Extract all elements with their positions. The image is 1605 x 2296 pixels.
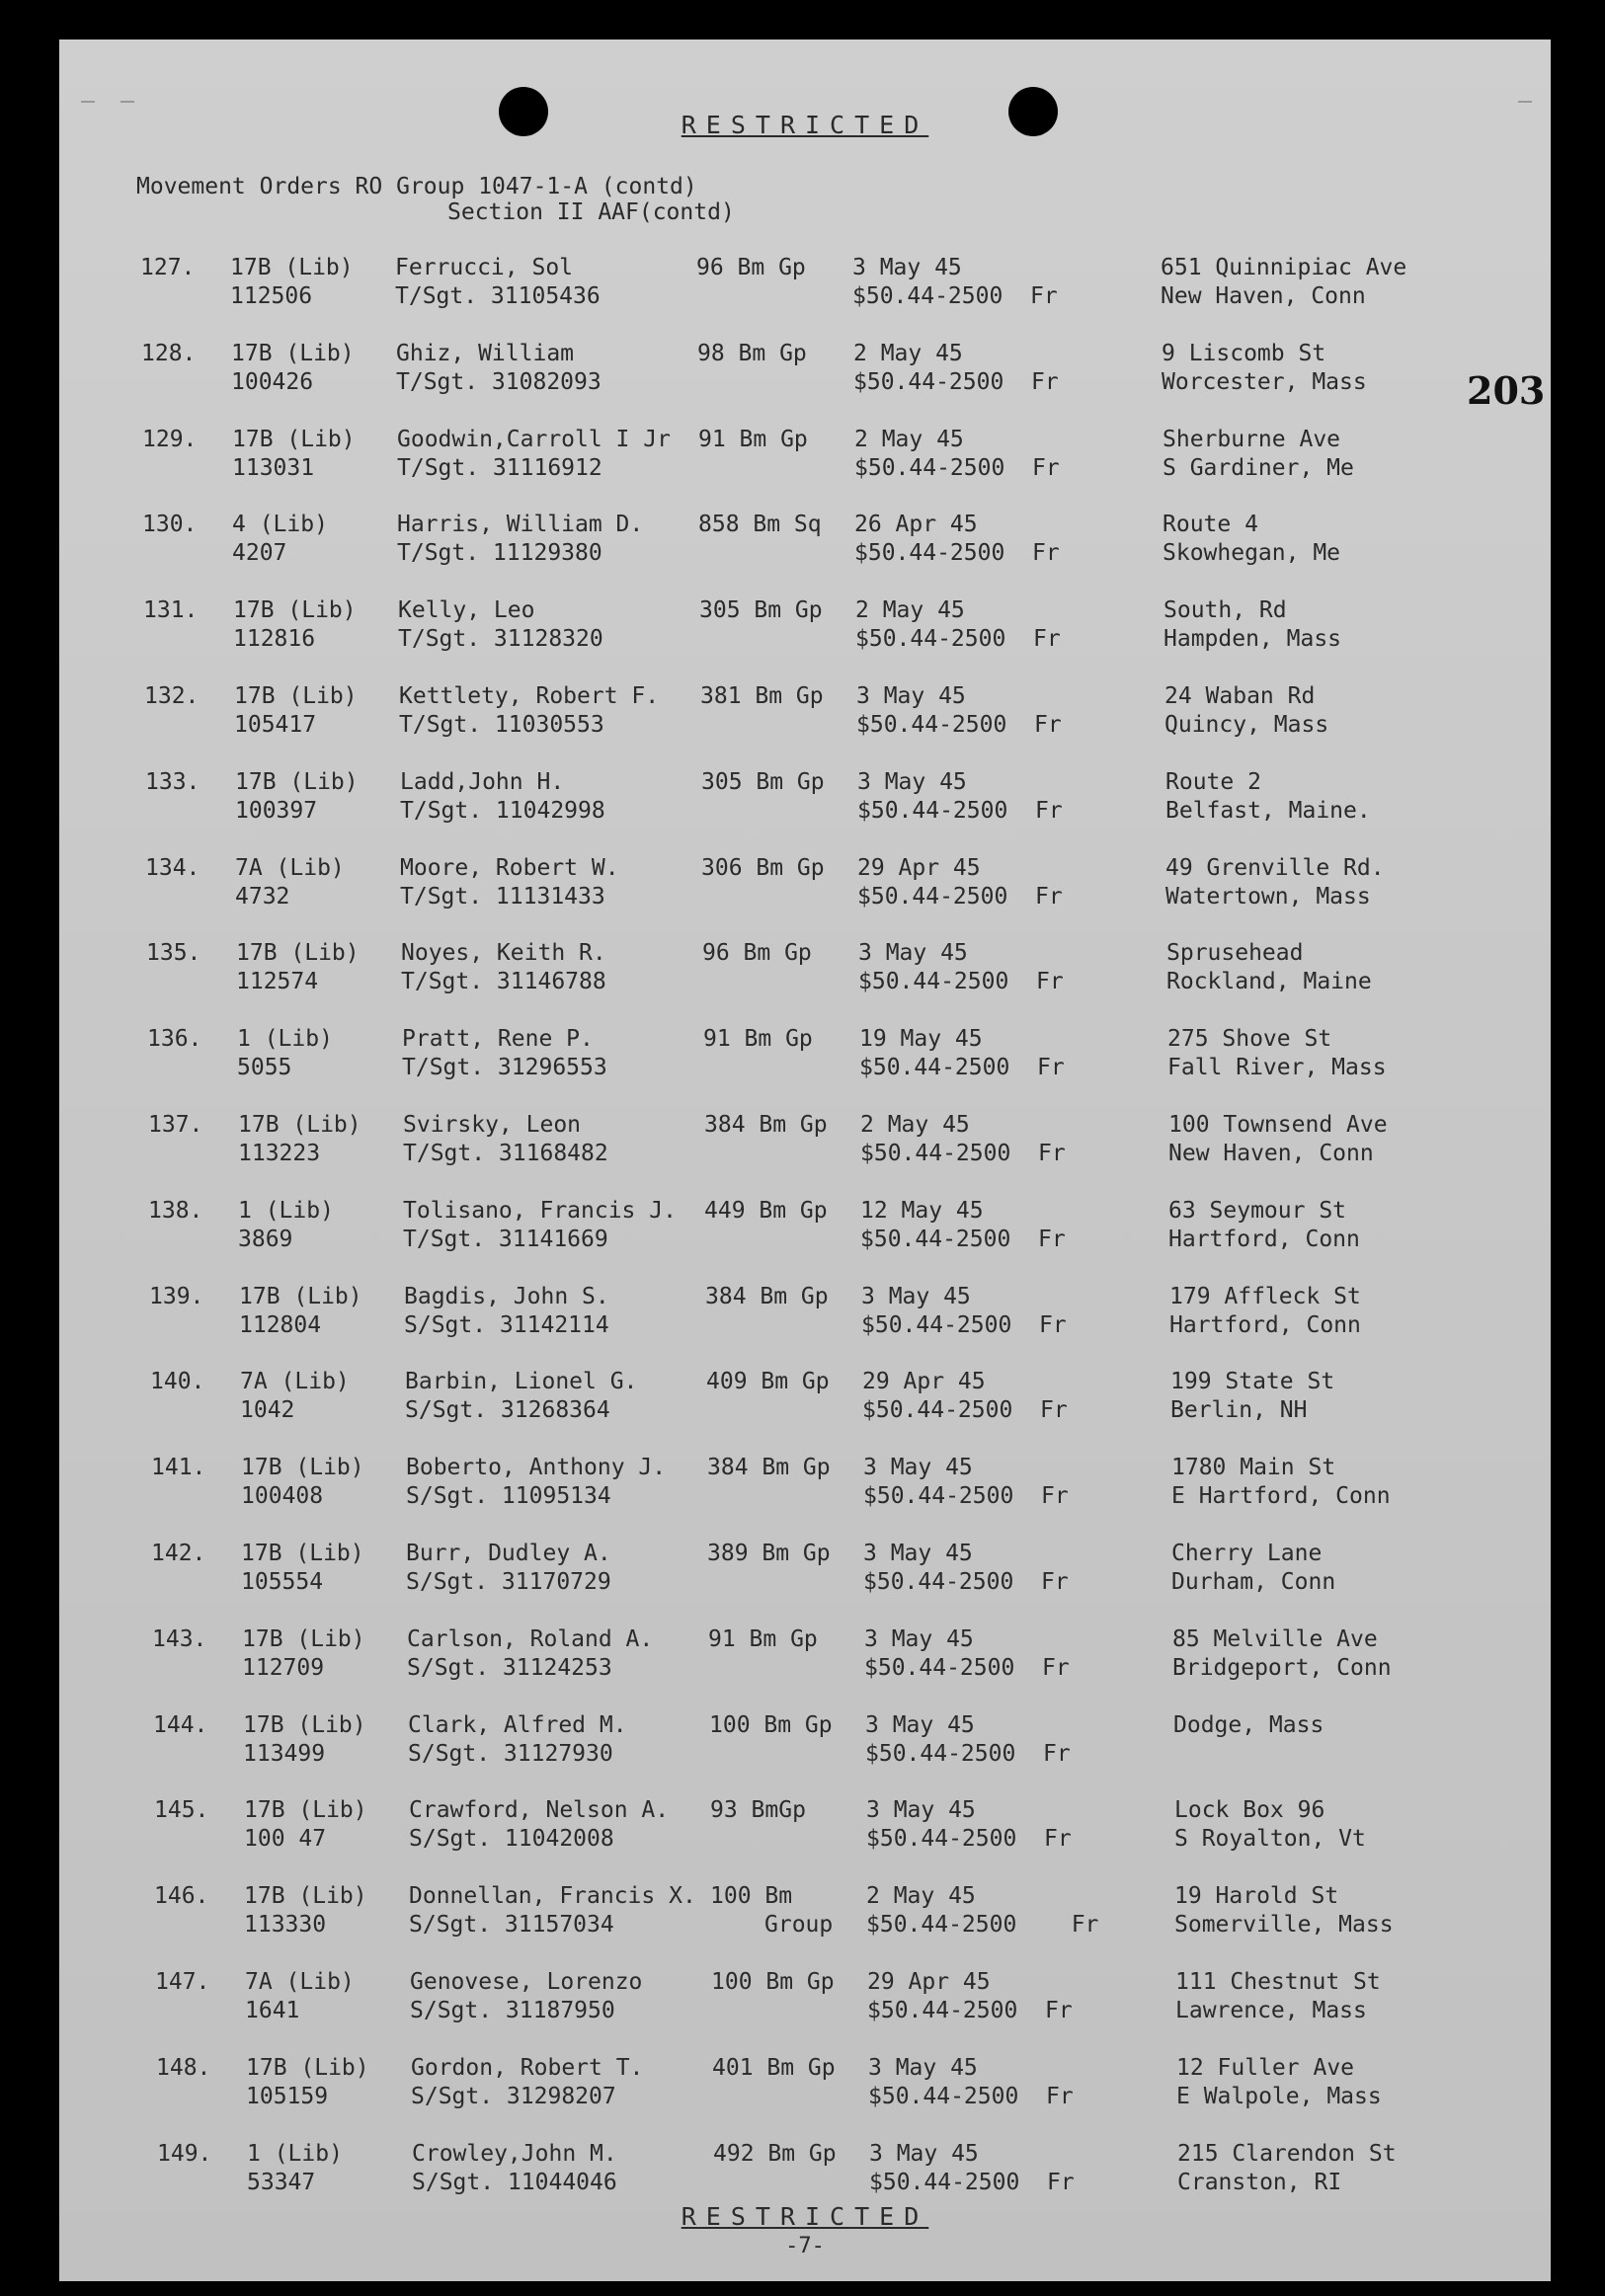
rank-serial: T/Sgt. 11131433 [400, 883, 605, 910]
unit: 91 Bm Gp [703, 1026, 813, 1053]
person-name: Gordon, Robert T. [411, 2054, 644, 2081]
address-line-1: 19 Harold St [1174, 1883, 1339, 1910]
rank-serial: T/Sgt. 31082093 [396, 368, 602, 395]
aircraft-type: 17B (Lib) [241, 1455, 364, 1481]
pay: $50.44-2500 Fr [864, 1654, 1070, 1681]
serial-number: 1042 [240, 1397, 295, 1424]
address-line-2: Worcester, Mass [1162, 368, 1367, 395]
entry-number: 135. [146, 940, 201, 967]
date: 3 May 45 [852, 255, 962, 280]
unit: 100 Bm [710, 1883, 793, 1910]
aircraft-type: 7A (Lib) [235, 854, 345, 881]
address-line-2: Cranston, RI [1177, 2169, 1342, 2195]
date: 2 May 45 [860, 1112, 970, 1138]
rank-serial: S/Sgt. 31268364 [405, 1397, 610, 1424]
entry-number: 141. [151, 1455, 206, 1481]
address-line-2: Lawrence, Mass [1175, 1998, 1367, 2023]
serial-number: 113223 [238, 1141, 321, 1166]
entry-number: 138. [148, 1197, 203, 1224]
page-stamp: 203 [1467, 368, 1546, 413]
pay: $50.44-2500 Fr [855, 626, 1061, 653]
entry-number: 142. [151, 1541, 206, 1566]
header-line-2: Section II AAF(contd) [447, 199, 735, 225]
serial-number: 105554 [241, 1569, 324, 1595]
address-line-2: Belfast, Maine. [1165, 797, 1371, 824]
entry-number: 140. [150, 1369, 205, 1395]
address-line-2: Hampden, Mass [1164, 626, 1342, 653]
aircraft-type: 17B (Lib) [234, 683, 358, 709]
classification-footer: RESTRICTED [681, 2202, 929, 2231]
unit: 384 Bm Gp [707, 1455, 831, 1481]
address-line-2: Hartford, Conn [1169, 1311, 1361, 1338]
aircraft-type: 17B (Lib) [242, 1625, 365, 1652]
rank-serial: T/Sgt. 31146788 [401, 969, 606, 995]
aircraft-type: 17B (Lib) [233, 597, 357, 624]
aircraft-type: 17B (Lib) [241, 1541, 364, 1566]
entry-row [69, 1369, 1561, 1454]
serial-number: 100426 [231, 368, 314, 395]
person-name: Kelly, Leo [398, 597, 535, 624]
address-line-1: Dodge, Mass [1173, 1711, 1324, 1738]
entry-row [70, 1455, 1562, 1540]
rank-serial: T/Sgt. 31141669 [403, 1226, 608, 1252]
address-line-1: 49 Grenville Rd. [1165, 854, 1385, 881]
person-name: Ladd,John H. [400, 768, 565, 795]
pay: $50.44-2500 Fr [853, 368, 1059, 395]
date: 29 Apr 45 [862, 1369, 986, 1395]
aircraft-type: 17B (Lib) [239, 1283, 362, 1309]
address-line-2: Quincy, Mass [1164, 712, 1329, 738]
person-name: Ghiz, William [396, 340, 575, 366]
entry-row [63, 683, 1555, 768]
aircraft-type: 17B (Lib) [244, 1797, 367, 1824]
date: 3 May 45 [869, 2140, 979, 2167]
person-name: Ferrucci, Sol [395, 255, 574, 280]
entry-number: 129. [142, 426, 198, 452]
serial-number: 5055 [237, 1055, 292, 1081]
pay: $50.44-2500 Fr [865, 1740, 1071, 1767]
serial-number: 100397 [235, 797, 318, 824]
address-line-1: 85 Melville Ave [1172, 1625, 1378, 1652]
entry-row [75, 2055, 1566, 2140]
rank-serial: S/Sgt. 11095134 [406, 1483, 611, 1510]
entry-number: 131. [143, 597, 199, 624]
rank-serial: T/Sgt. 31168482 [403, 1141, 608, 1166]
serial-number: 100408 [241, 1483, 324, 1510]
rank-serial: S/Sgt. 31187950 [410, 1998, 615, 2023]
serial-number: 113330 [244, 1912, 327, 1939]
rank-serial: S/Sgt. 11042008 [409, 1826, 614, 1853]
pay: $50.44-2500 Fr [863, 1569, 1069, 1595]
serial-number: 105159 [246, 2083, 329, 2109]
address-line-1: Cherry Lane [1171, 1541, 1323, 1566]
address-line-2: E Hartford, Conn [1171, 1483, 1391, 1510]
aircraft-type: 17B (Lib) [244, 1883, 367, 1910]
aircraft-type: 17B (Lib) [246, 2054, 369, 2081]
address-line-1: 215 Clarendon St [1177, 2140, 1397, 2167]
date: 2 May 45 [853, 340, 963, 366]
address-line-1: 111 Chestnut St [1175, 1969, 1381, 1995]
address-line-2: Hartford, Conn [1168, 1226, 1360, 1252]
date: 29 Apr 45 [867, 1969, 991, 1995]
pay: $50.44-2500 Fr [861, 1311, 1067, 1338]
unit: 389 Bm Gp [707, 1541, 831, 1566]
date: 2 May 45 [854, 426, 964, 452]
unit: 91 Bm Gp [708, 1625, 818, 1652]
entry-number: 127. [140, 255, 196, 280]
person-name: Noyes, Keith R. [401, 940, 606, 967]
pay: $50.44-2500 Fr [859, 1055, 1065, 1081]
person-name: Svirsky, Leon [403, 1112, 582, 1138]
address-line-2: Fall River, Mass [1167, 1055, 1387, 1081]
address-line-1: Sherburne Ave [1163, 426, 1341, 452]
date: 3 May 45 [858, 940, 968, 967]
pay: $50.44-2500 Fr [852, 283, 1058, 309]
pay: $50.44-2500 Fr [854, 540, 1060, 567]
pay: $50.44-2500 Fr [860, 1226, 1066, 1252]
person-name: Carlson, Roland A. [407, 1625, 654, 1652]
address-line-1: 63 Seymour St [1168, 1197, 1347, 1224]
unit: 305 Bm Gp [701, 768, 825, 795]
date: 3 May 45 [857, 768, 967, 795]
address-line-1: 199 State St [1170, 1369, 1335, 1395]
rank-serial: S/Sgt. 31157034 [409, 1912, 614, 1939]
address-line-1: South, Rd [1164, 597, 1287, 624]
entry-row [74, 1969, 1565, 2054]
aircraft-type: 17B (Lib) [238, 1112, 361, 1138]
address-line-1: 275 Shove St [1167, 1026, 1332, 1053]
date: 2 May 45 [855, 597, 965, 624]
serial-number: 4732 [235, 883, 290, 910]
pay: $50.44-2500 Fr [857, 883, 1063, 910]
aircraft-type: 17B (Lib) [232, 426, 356, 452]
entry-row [66, 1026, 1558, 1111]
person-name: Crawford, Nelson A. [409, 1797, 670, 1824]
address-line-1: 179 Affleck St [1169, 1283, 1361, 1309]
rank-serial: T/Sgt. 31105436 [395, 283, 601, 309]
serial-number: 113031 [232, 454, 315, 481]
unit: 93 BmGp [710, 1797, 806, 1824]
aircraft-type: 1 (Lib) [247, 2140, 343, 2167]
serial-number: 112574 [236, 969, 319, 995]
person-name: Barbin, Lionel G. [405, 1369, 638, 1395]
date: 3 May 45 [865, 1711, 975, 1738]
date: 2 May 45 [866, 1883, 976, 1910]
date: 26 Apr 45 [854, 512, 978, 538]
unit: 306 Bm Gp [701, 854, 825, 881]
document-page [59, 40, 1551, 2281]
person-name: Donnellan, Francis X. [409, 1883, 696, 1910]
serial-number: 4207 [232, 540, 287, 567]
serial-number: 112816 [233, 626, 316, 653]
entry-row [61, 427, 1553, 512]
address-line-1: Route 4 [1163, 512, 1258, 538]
person-name: Burr, Dudley A. [406, 1541, 611, 1566]
entry-row [61, 512, 1553, 596]
pay: $50.44-2500 Fr [866, 1826, 1072, 1853]
address-line-1: 100 Townsend Ave [1168, 1112, 1388, 1138]
address-line-1: 24 Waban Rd [1164, 683, 1316, 709]
pay: $50.44-2500 Fr [866, 1912, 1099, 1939]
unit: 449 Bm Gp [704, 1197, 828, 1224]
address-line-2: Skowhegan, Me [1163, 540, 1341, 567]
date: 29 Apr 45 [857, 854, 981, 881]
entry-number: 134. [145, 854, 201, 881]
scan-mark [81, 101, 95, 103]
date: 3 May 45 [861, 1283, 971, 1309]
date: 3 May 45 [864, 1625, 974, 1652]
person-name: Crowley,John M. [412, 2140, 617, 2167]
serial-number: 112506 [230, 283, 313, 309]
scan-mark [1518, 101, 1532, 103]
address-line-2: Durham, Conn [1171, 1569, 1336, 1595]
address-line-1: Route 2 [1165, 768, 1261, 795]
entry-row [59, 255, 1551, 340]
entry-number: 136. [147, 1026, 202, 1053]
date: 19 May 45 [859, 1026, 983, 1053]
entry-row [68, 1284, 1560, 1369]
person-name: Bagdis, John S. [404, 1283, 609, 1309]
serial-number: 100 47 [244, 1826, 327, 1853]
pay: $50.44-2500 Fr [856, 712, 1062, 738]
person-name: Moore, Robert W. [400, 854, 619, 881]
unit: 100 Bm Gp [711, 1969, 835, 1995]
aircraft-type: 7A (Lib) [240, 1369, 350, 1395]
entry-number: 147. [155, 1969, 210, 1995]
person-name: Clark, Alfred M. [408, 1711, 627, 1738]
aircraft-type: 17B (Lib) [230, 255, 354, 280]
entry-row [67, 1198, 1559, 1283]
address-line-2: E Walpole, Mass [1176, 2083, 1382, 2109]
entry-number: 133. [145, 768, 201, 795]
classification-header: RESTRICTED [681, 111, 929, 139]
entry-row [72, 1712, 1564, 1797]
person-name: Boberto, Anthony J. [406, 1455, 667, 1481]
entry-row [73, 1883, 1565, 1968]
serial-number: 53347 [247, 2169, 316, 2195]
pay: $50.44-2500 Fr [857, 797, 1063, 824]
entry-number: 130. [142, 512, 198, 538]
address-line-2: Rockland, Maine [1166, 969, 1372, 995]
entry-row [73, 1797, 1565, 1882]
person-name: Kettlety, Robert F. [399, 683, 660, 709]
entry-row [60, 341, 1552, 426]
unit: 401 Bm Gp [712, 2054, 836, 2081]
address-line-2: New Haven, Conn [1161, 283, 1366, 309]
entry-row [70, 1541, 1562, 1625]
rank-serial: T/Sgt. 31296553 [402, 1055, 607, 1081]
aircraft-type: 1 (Lib) [237, 1026, 333, 1053]
serial-number: 105417 [234, 712, 317, 738]
address-line-2: Berlin, NH [1170, 1397, 1308, 1424]
aircraft-type: 17B (Lib) [231, 340, 355, 366]
pay: $50.44-2500 Fr [868, 2083, 1074, 2109]
aircraft-type: 7A (Lib) [245, 1969, 355, 1995]
rank-serial: S/Sgt. 31127930 [408, 1740, 613, 1767]
rank-serial: T/Sgt. 11129380 [397, 540, 602, 567]
entry-number: 137. [148, 1112, 203, 1138]
unit: 100 Bm Gp [709, 1711, 833, 1738]
pay: $50.44-2500 Fr [854, 454, 1060, 481]
serial-number: 1641 [245, 1998, 300, 2023]
rank-serial: T/Sgt. 11030553 [399, 712, 604, 738]
unit: 409 Bm Gp [706, 1369, 830, 1395]
unit: 384 Bm Gp [704, 1112, 828, 1138]
aircraft-type: 1 (Lib) [238, 1197, 334, 1224]
serial-number: 3869 [238, 1226, 293, 1252]
person-name: Goodwin,Carroll I Jr [397, 426, 671, 452]
entry-row [67, 1112, 1559, 1197]
rank-serial: S/Sgt. 31124253 [407, 1654, 612, 1681]
rank-serial: S/Sgt. 31170729 [406, 1569, 611, 1595]
pay: $50.44-2500 Fr [869, 2169, 1075, 2195]
date: 12 May 45 [860, 1197, 984, 1224]
entry-number: 149. [157, 2140, 212, 2167]
unit: 96 Bm Gp [696, 255, 806, 280]
unit: 858 Bm Sq [698, 512, 822, 538]
date: 3 May 45 [863, 1455, 973, 1481]
pay: $50.44-2500 Fr [860, 1141, 1066, 1166]
address-line-1: 1780 Main St [1171, 1455, 1336, 1481]
aircraft-type: 17B (Lib) [236, 940, 360, 967]
entry-row [62, 597, 1554, 682]
entry-row [65, 940, 1557, 1025]
rank-serial: S/Sgt. 31142114 [404, 1311, 609, 1338]
scan-mark [120, 101, 134, 103]
person-name: Harris, William D. [397, 512, 644, 538]
serial-number: 112709 [242, 1654, 325, 1681]
date: 3 May 45 [868, 2054, 978, 2081]
entry-number: 146. [154, 1883, 209, 1910]
person-name: Pratt, Rene P. [402, 1026, 594, 1053]
person-name: Genovese, Lorenzo [410, 1969, 643, 1995]
address-line-1: 651 Quinnipiac Ave [1161, 255, 1407, 280]
entry-row [71, 1626, 1563, 1711]
unit: 305 Bm Gp [699, 597, 823, 624]
rank-serial: S/Sgt. 11044046 [412, 2169, 617, 2195]
address-line-2: S Gardiner, Me [1163, 454, 1354, 481]
date: 3 May 45 [866, 1797, 976, 1824]
address-line-2: New Haven, Conn [1168, 1141, 1374, 1166]
unit: 492 Bm Gp [713, 2140, 837, 2167]
serial-number: 113499 [243, 1740, 326, 1767]
entry-number: 148. [156, 2054, 211, 2081]
rank-serial: T/Sgt. 31128320 [398, 626, 603, 653]
serial-number: 112804 [239, 1311, 322, 1338]
pay: $50.44-2500 Fr [867, 1998, 1073, 2023]
aircraft-type: 17B (Lib) [235, 768, 359, 795]
entry-row [64, 855, 1556, 940]
entry-number: 144. [153, 1711, 208, 1738]
rank-serial: T/Sgt. 31116912 [397, 454, 602, 481]
date: 3 May 45 [863, 1541, 973, 1566]
date: 3 May 45 [856, 683, 966, 709]
unit: 98 Bm Gp [697, 340, 807, 366]
aircraft-type: 4 (Lib) [232, 512, 328, 538]
unit-continued: Group [764, 1912, 834, 1939]
person-name: Tolisano, Francis J. [403, 1197, 677, 1224]
unit: 384 Bm Gp [705, 1283, 829, 1309]
entry-number: 145. [154, 1797, 209, 1824]
entry-number: 143. [152, 1625, 207, 1652]
rank-serial: T/Sgt. 11042998 [400, 797, 605, 824]
entry-row [64, 769, 1556, 854]
unit: 381 Bm Gp [700, 683, 824, 709]
entry-number: 139. [149, 1283, 204, 1309]
unit: 96 Bm Gp [702, 940, 812, 967]
address-line-1: 9 Liscomb St [1162, 340, 1326, 366]
address-line-1: Lock Box 96 [1174, 1797, 1325, 1824]
pay: $50.44-2500 Fr [858, 969, 1064, 995]
address-line-2: Bridgeport, Conn [1172, 1654, 1392, 1681]
address-line-2: Watertown, Mass [1165, 883, 1371, 910]
pay: $50.44-2500 Fr [862, 1397, 1068, 1424]
header-line-1: Movement Orders RO Group 1047-1-A (contd) [136, 174, 697, 199]
address-line-1: Sprusehead [1166, 940, 1304, 967]
pay: $50.44-2500 Fr [863, 1483, 1069, 1510]
rank-serial: S/Sgt. 31298207 [411, 2083, 616, 2109]
entry-number: 132. [144, 683, 200, 709]
page-number: -7- [785, 2234, 825, 2258]
address-line-2: S Royalton, Vt [1174, 1826, 1366, 1853]
aircraft-type: 17B (Lib) [243, 1711, 366, 1738]
address-line-2: Somerville, Mass [1174, 1912, 1394, 1939]
unit: 91 Bm Gp [698, 426, 808, 452]
entry-number: 128. [141, 340, 197, 366]
address-line-1: 12 Fuller Ave [1176, 2054, 1355, 2081]
